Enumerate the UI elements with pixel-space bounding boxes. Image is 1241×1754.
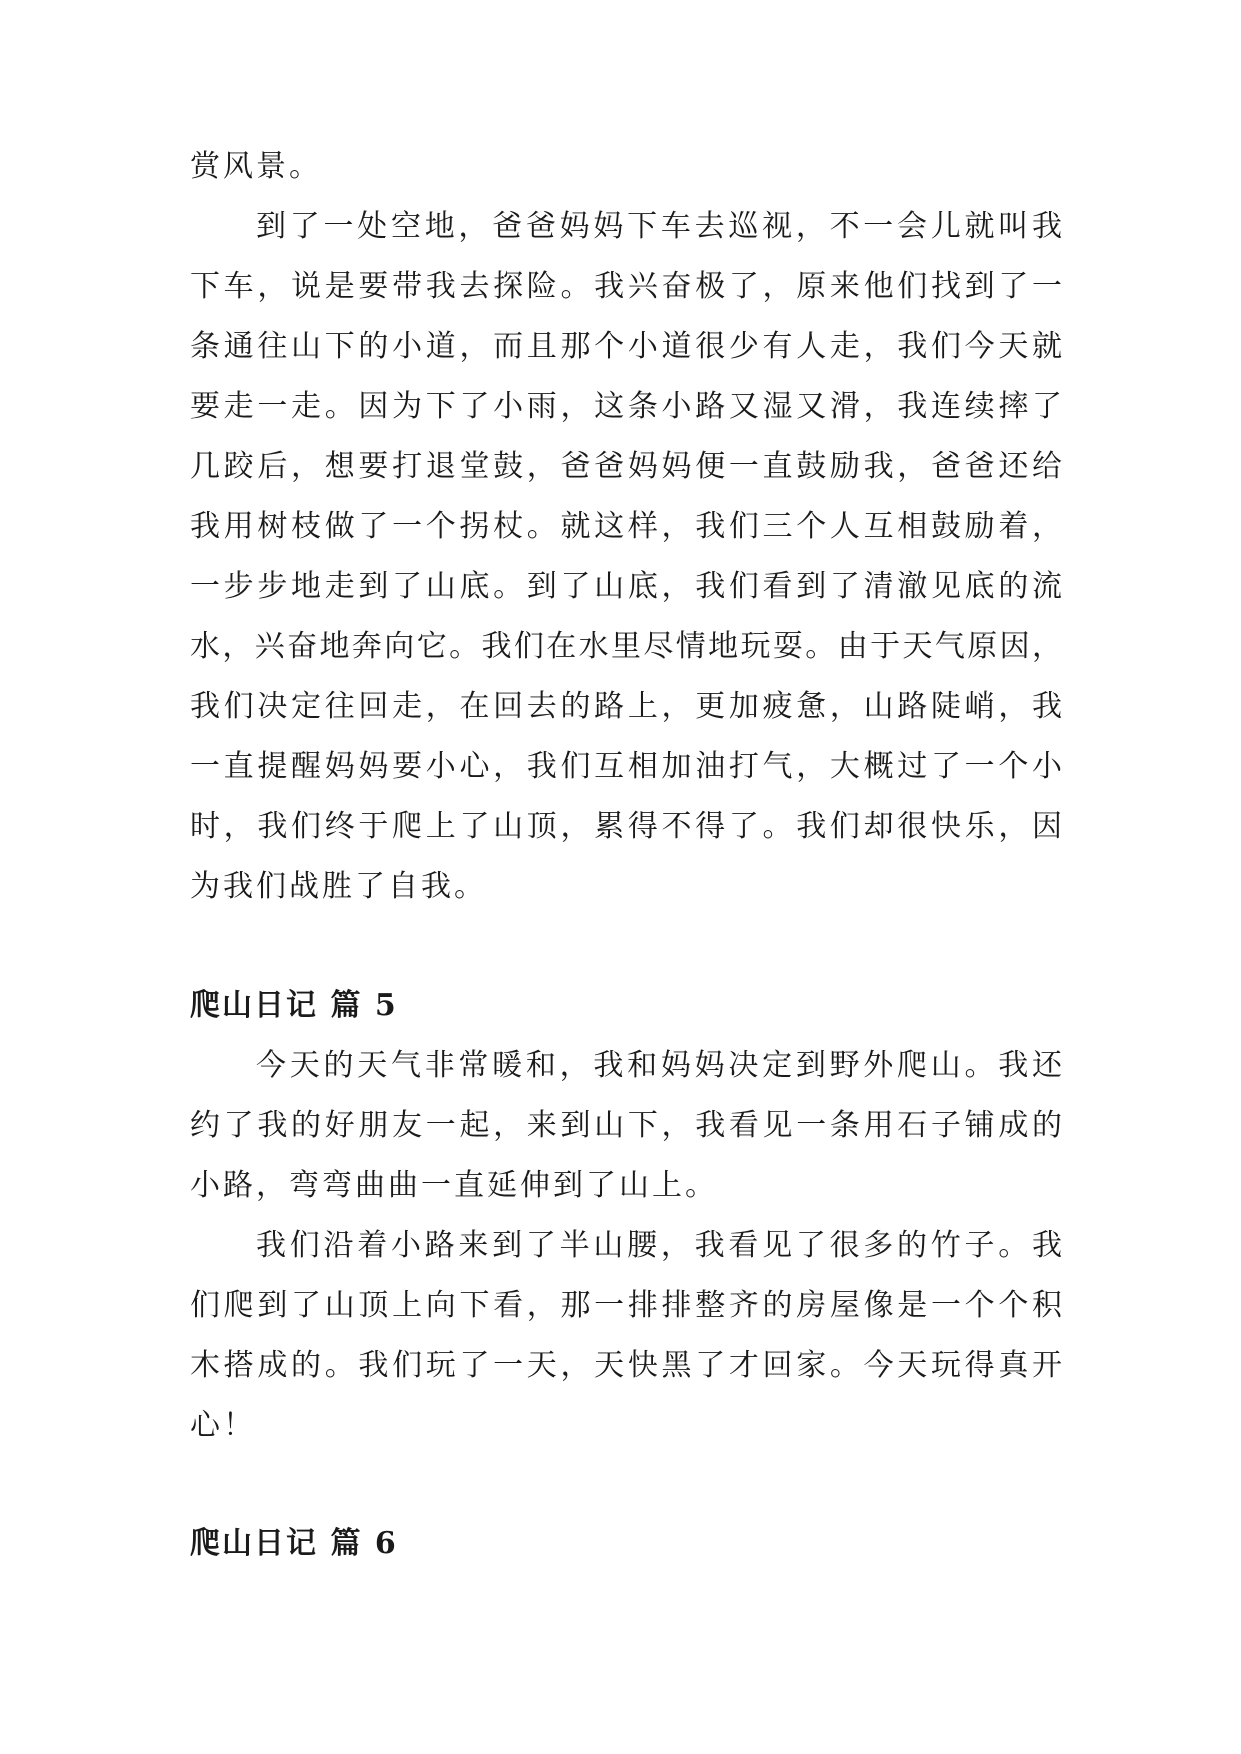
paragraph-line: 一步步地走到了山底。到了山底，我们看到了清澈见底的流 (190, 569, 1062, 604)
paragraph-line: 要走一走。因为下了小雨，这条小路又湿又滑，我连续摔了 (190, 389, 1062, 424)
paragraph-line: 木搭成的。我们玩了一天，天快黑了才回家。今天玩得真开 (190, 1348, 1062, 1383)
paragraph-line: 我们沿着小路来到了半山腰，我看见了很多的竹子。我 (256, 1228, 1062, 1263)
section-heading-5: 爬山日记 篇 5 (190, 988, 398, 1023)
paragraph-line: 我用树枝做了一个拐杖。就这样，我们三个人互相鼓励着， (190, 509, 1062, 544)
paragraph-line: 到了一处空地，爸爸妈妈下车去巡视，不一会儿就叫我 (256, 209, 1062, 244)
paragraph-line: 几跤后，想要打退堂鼓，爸爸妈妈便一直鼓励我，爸爸还给 (190, 449, 1062, 484)
paragraph-line: 心！ (190, 1408, 256, 1443)
paragraph-line: 为我们战胜了自我。 (190, 869, 487, 904)
paragraph-line: 条通往山下的小道，而且那个小道很少有人走，我们今天就 (190, 329, 1062, 364)
paragraph-line: 水，兴奋地奔向它。我们在水里尽情地玩耍。由于天气原因， (190, 629, 1062, 664)
paragraph-line: 下车，说是要带我去探险。我兴奋极了，原来他们找到了一 (190, 269, 1062, 304)
paragraph-line: 赏风景。 (190, 149, 322, 184)
paragraph-line: 时，我们终于爬上了山顶，累得不得了。我们却很快乐，因 (190, 809, 1062, 844)
section-heading-6: 爬山日记 篇 6 (190, 1526, 398, 1561)
paragraph-line: 们爬到了山顶上向下看，那一排排整齐的房屋像是一个个积 (190, 1288, 1062, 1323)
paragraph-line: 约了我的好朋友一起，来到山下，我看见一条用石子铺成的 (190, 1108, 1062, 1143)
paragraph-line: 今天的天气非常暖和，我和妈妈决定到野外爬山。我还 (256, 1048, 1062, 1083)
paragraph-line: 一直提醒妈妈要小心，我们互相加油打气，大概过了一个小 (190, 749, 1062, 784)
paragraph-line: 我们决定往回走，在回去的路上，更加疲惫，山路陡峭，我 (190, 689, 1062, 724)
paragraph-line: 小路，弯弯曲曲一直延伸到了山上。 (190, 1168, 718, 1203)
